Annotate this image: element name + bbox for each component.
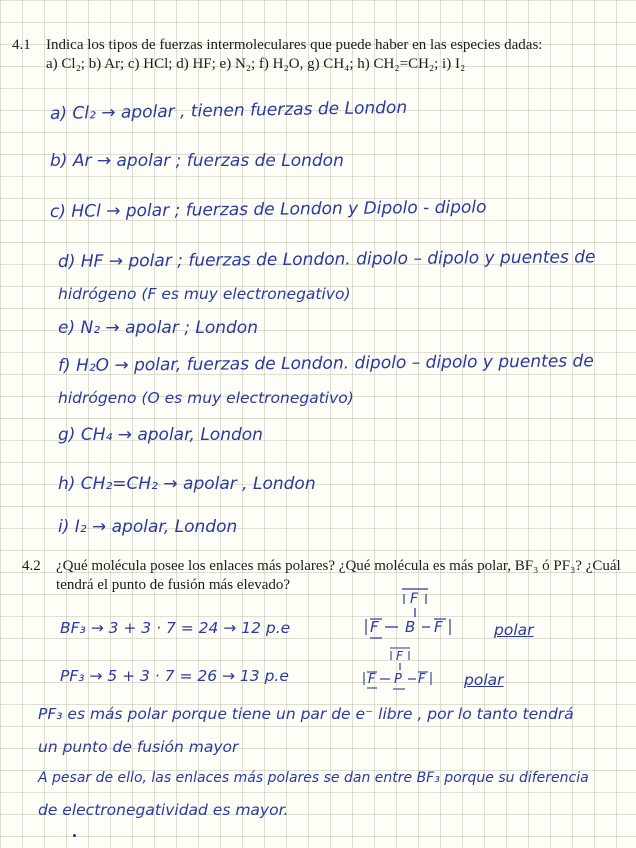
- answer-i: i) I₂ → apolar, London: [58, 517, 238, 537]
- conclusion-line-4: de electronegatividad es mayor.: [38, 801, 289, 819]
- answer-g: g) CH₄ → apolar, London: [58, 425, 263, 445]
- answer-f-continued: hidrógeno (O es muy electronegativo): [58, 389, 354, 407]
- answer-d: d) HF → polar ; fuerzas de London. dipolo – dipolo y puentes de: [57, 247, 596, 272]
- question-text-line-1: Indica los tipos de fuerzas intermoleculares que puede haber en las especies dadas:: [46, 37, 543, 53]
- bf3-electron-count: BF₃ → 3 + 3 · 7 = 24 → 12 p.e: [60, 619, 291, 637]
- pf3-lewis-structure: [360, 645, 470, 693]
- answer-f: f) H₂O → polar, fuerzas de London. dipolo – dipolo y puentes de: [57, 351, 594, 376]
- answer-c: c) HCl → polar ; fuerzas de London y Dipolo - dipolo: [49, 197, 487, 222]
- conclusion-line-2: un punto de fusión mayor: [38, 738, 239, 756]
- answer-a: a) Cl₂ → apolar , tienen fuerzas de London: [49, 97, 408, 124]
- pf3-right-fluorine: F: [418, 672, 426, 687]
- pf3-top-fluorine: F: [396, 649, 403, 663]
- question-number: 4.2: [22, 558, 41, 574]
- conclusion-line-3: A pesar de ello, las enlaces más polares se dan entre BF₃ porque su diferencia: [38, 770, 589, 786]
- pf3-polarity-label: polar: [464, 671, 504, 689]
- pen-dot: [73, 834, 76, 837]
- bf3-lewis-structure: [362, 586, 472, 646]
- pf3-electron-count: PF₃ → 5 + 3 · 7 = 26 → 13 p.e: [60, 667, 289, 685]
- question-4-2: [22, 557, 632, 597]
- question-text-line-1: ¿Qué molécula posee los enlaces más polares? ¿Qué molécula es más polar, BF₃ ó PF₃? ¿Cuál: [56, 558, 621, 574]
- answer-b: b) Ar → apolar ; fuerzas de London: [50, 151, 344, 171]
- question-text-line-2: tendrá el punto de fusión más elevado?: [56, 577, 291, 593]
- bf3-top-fluorine: F: [410, 591, 419, 607]
- answer-d-continued: hidrógeno (F es muy electronegativo): [58, 285, 351, 303]
- question-4-1: [12, 36, 632, 76]
- bf3-central-boron: B: [405, 618, 416, 636]
- answer-e: e) N₂ → apolar ; London: [58, 318, 258, 338]
- bf3-polarity-label: polar: [494, 621, 534, 639]
- bf3-left-fluorine: F: [370, 618, 379, 636]
- question-number: 4.1: [12, 37, 31, 53]
- pf3-left-fluorine: F: [368, 672, 376, 687]
- pf3-central-phosphorus: P: [394, 672, 402, 687]
- bf3-right-fluorine: F: [434, 618, 443, 636]
- question-text-line-2: a) Cl₂; b) Ar; c) HCl; d) HF; e) N₂; f) H₂O, g) CH₄; h) CH₂=CH₂; i) I₂: [46, 56, 466, 72]
- answer-h: h) CH₂=CH₂ → apolar , London: [58, 474, 316, 494]
- conclusion-line-1: PF₃ es más polar porque tiene un par de e⁻ libre , por lo tanto tendrá: [38, 705, 574, 723]
